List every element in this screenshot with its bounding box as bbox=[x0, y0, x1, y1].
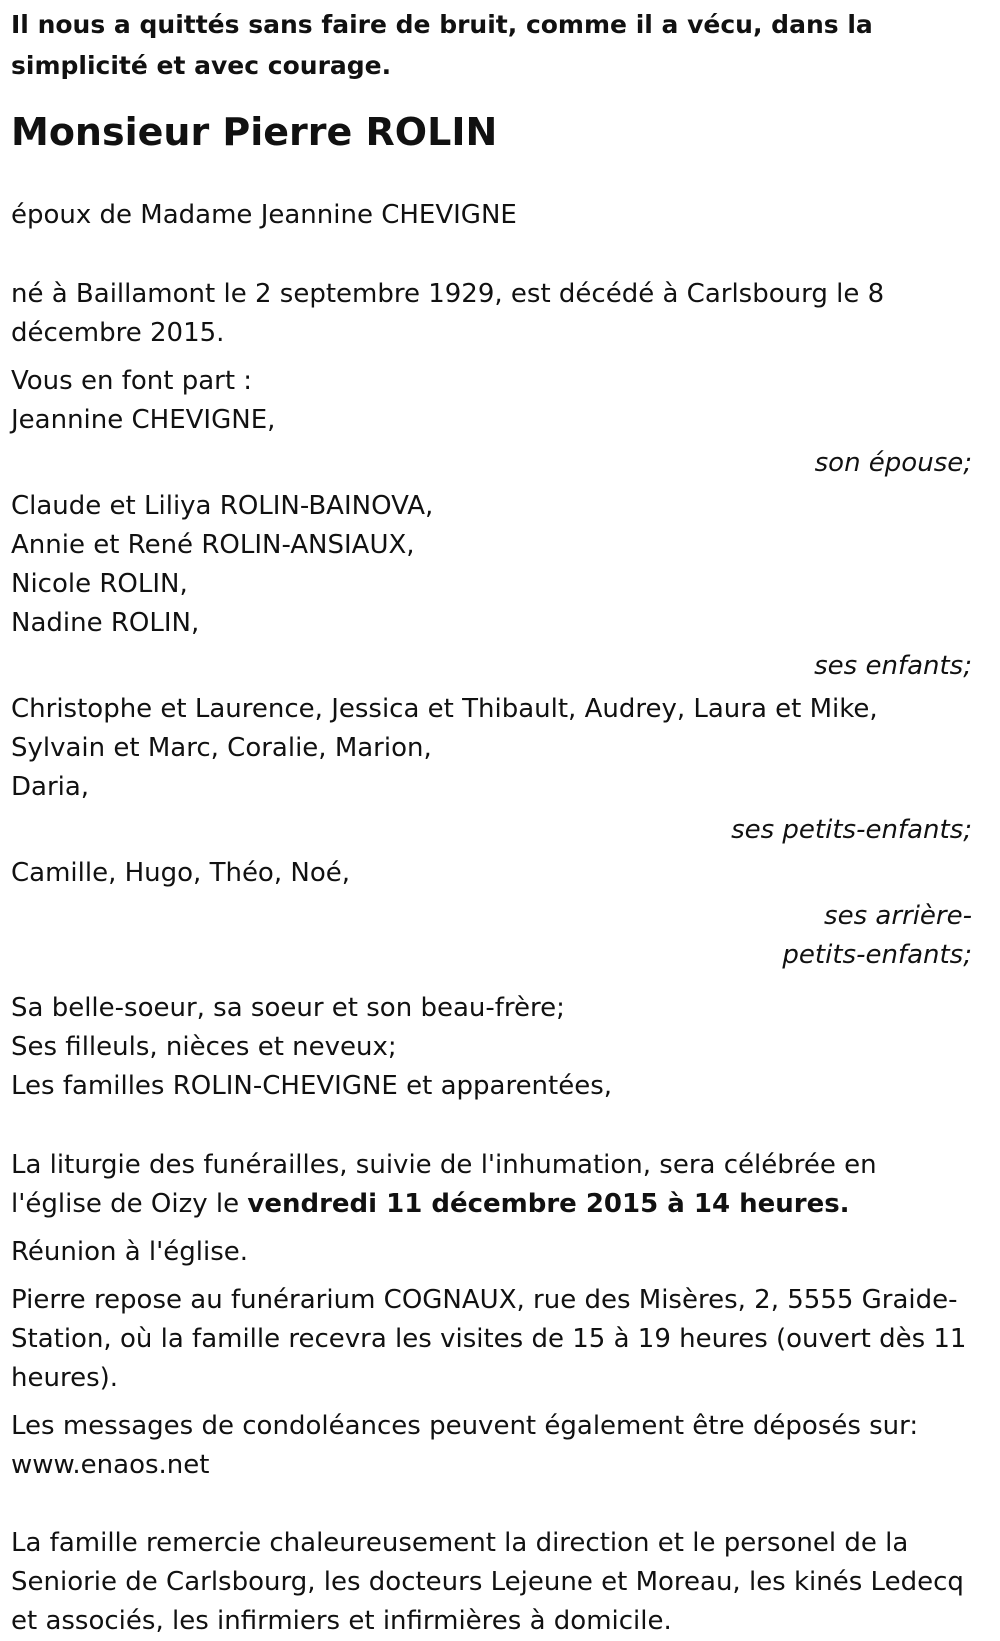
other-relatives bbox=[11, 989, 972, 1106]
relation-label: ses petits-enfants; bbox=[731, 815, 972, 845]
deceased-name: Monsieur Pierre ROLIN bbox=[11, 110, 498, 154]
family-group-grandchildren bbox=[11, 690, 972, 850]
family-line: Annie et René ROLIN-ANSIAUX, bbox=[11, 530, 415, 560]
condolences-paragraph: Les messages de condoléances peuvent également être déposés sur: www.enaos.net bbox=[11, 1411, 919, 1480]
intro-text: Il nous a quittés sans faire de bruit, comme il a vécu, dans la simplicité et avec courage. bbox=[11, 10, 873, 80]
family-line: Daria, bbox=[11, 772, 90, 802]
family-group-spouse bbox=[11, 401, 972, 483]
other-line: Ses filleuls, nièces et neveux; bbox=[11, 1032, 397, 1062]
family-line: Jeannine CHEVIGNE, bbox=[11, 405, 276, 435]
thanks-paragraph: La famille remercie chaleureusement la direction et le personel de la Seniorie de Carlsbourg, les docteurs Lejeune et Moreau, les kinés Ledecq et associés, les infirmiers et infirmières à domicile. bbox=[11, 1528, 964, 1636]
other-line: Sa belle-soeur, sa soeur et son beau-frère; bbox=[11, 993, 565, 1023]
liturgy-text: La liturgie des funérailles, suivie de l'inhumation, sera célébrée en l'église de Oizy le bbox=[11, 1150, 877, 1219]
birth-death-line: né à Baillamont le 2 septembre 1929, est décédé à Carlsbourg le 8 décembre 2015. bbox=[11, 279, 885, 348]
family-line: Camille, Hugo, Théo, Noé, bbox=[11, 858, 350, 888]
liturgy-date: vendredi 11 décembre 2015 à 14 heures. bbox=[247, 1189, 850, 1219]
family-group-children bbox=[11, 487, 972, 686]
relation-label: ses enfants; bbox=[814, 651, 972, 681]
relation-label: son épouse; bbox=[814, 448, 972, 478]
rest-paragraph: Pierre repose au funérarium COGNAUX, rue des Misères, 2, 5555 Graide-Station, où la famille recevra les visites de 15 à 19 heures (ouvert dès 11 heures). bbox=[11, 1285, 967, 1393]
family-line: Christophe et Laurence, Jessica et Thibault, Audrey, Laura et Mike, bbox=[11, 694, 878, 724]
family-group-great-grandchildren bbox=[11, 854, 972, 975]
other-line: Les familles ROLIN-CHEVIGNE et apparentées, bbox=[11, 1071, 613, 1101]
liturgy-paragraph bbox=[11, 1146, 972, 1224]
family-line: Sylvain et Marc, Coralie, Marion, bbox=[11, 733, 432, 763]
meeting-line: Réunion à l'église. bbox=[11, 1237, 249, 1267]
announce-line: Vous en font part : bbox=[11, 366, 253, 396]
family-line: Nicole ROLIN, bbox=[11, 569, 188, 599]
family-line: Claude et Liliya ROLIN-BAINOVA, bbox=[11, 491, 434, 521]
relation-label: ses arrière-petits-enfants; bbox=[782, 901, 972, 970]
family-line: Nadine ROLIN, bbox=[11, 608, 200, 638]
spouse-line: époux de Madame Jeannine CHEVIGNE bbox=[11, 200, 517, 230]
